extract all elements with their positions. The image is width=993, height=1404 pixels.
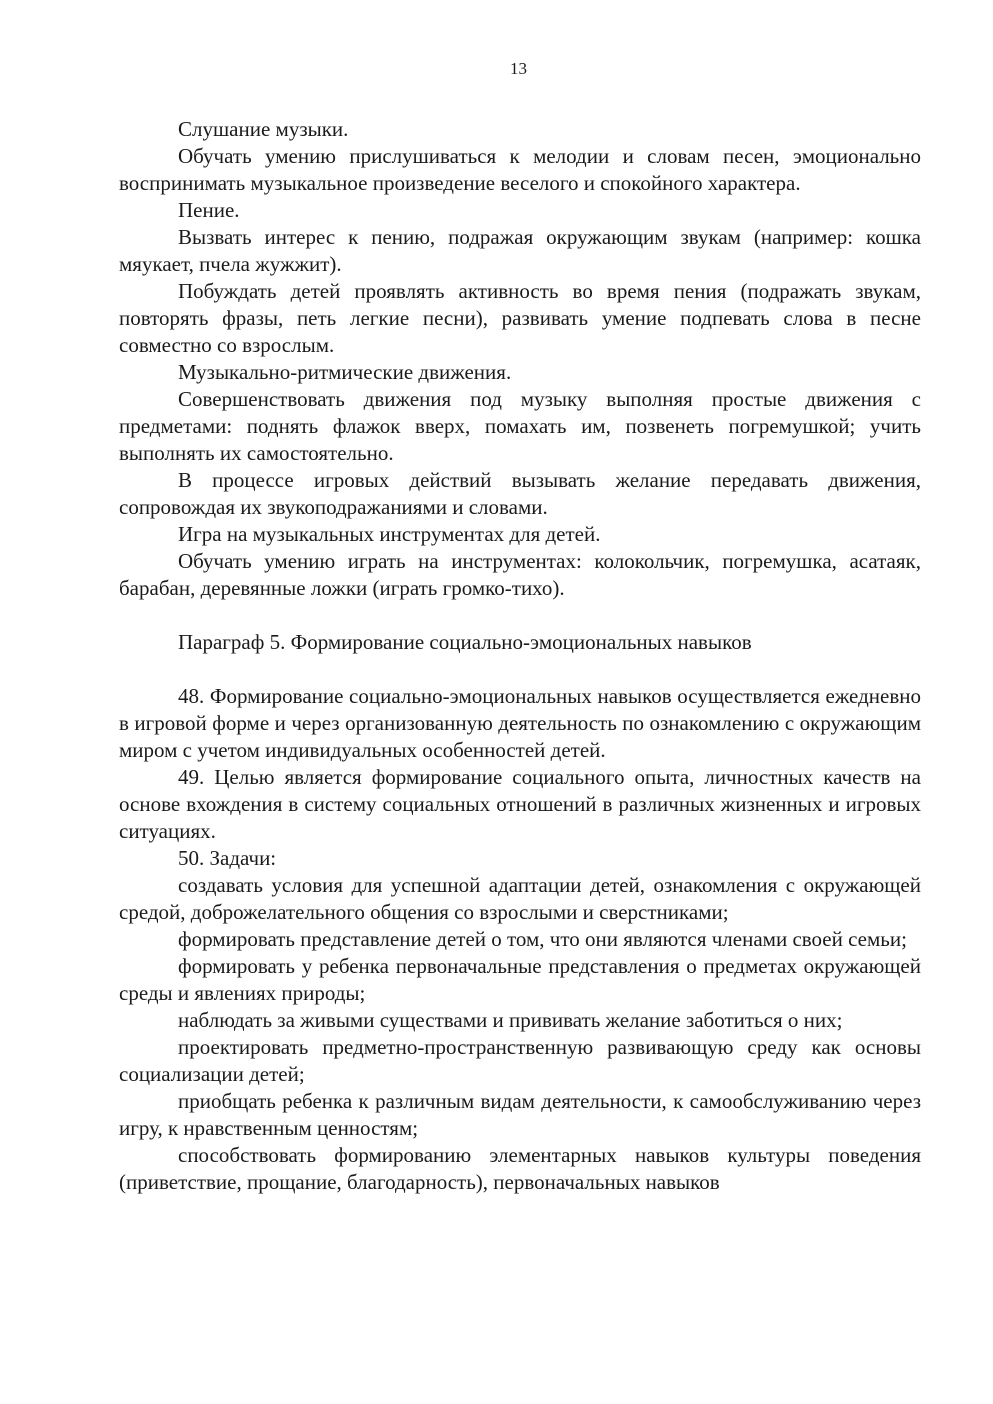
paragraph: В процессе игровых действий вызывать желание передавать движения, сопровождая их звукоподражаниями и словами. xyxy=(119,468,921,519)
paragraph: Вызвать интерес к пению, подражая окружающим звукам (например: кошка мяукает, пчела жужжит). xyxy=(119,225,921,276)
document-body xyxy=(119,116,921,1196)
paragraph: Побуждать детей проявлять активность во время пения (подражать звукам, повторять фразы, петь легкие песни), развивать умение подпевать слова в песне совместно со взрослым. xyxy=(119,279,921,357)
paragraph: Музыкально-ритмические движения. xyxy=(178,360,512,384)
paragraph: 48. Формирование социально-эмоциональных навыков осуществляется ежедневно в игровой форме и через организованную деятельность по ознакомлению с окружающим миром с учетом индивидуальных особенностей детей. xyxy=(119,684,921,762)
paragraph: Слушание музыки. xyxy=(178,117,349,141)
list-item: создавать условия для успешной адаптации детей, ознакомления с окружающей средой, доброжелательного общения со взрослыми и сверстниками; xyxy=(119,873,921,924)
paragraph: Обучать умению играть на инструментах: колокольчик, погремушка, асатаяк, барабан, деревянные ложки (играть громко-тихо). xyxy=(119,549,921,600)
list-item: формировать у ребенка первоначальные представления о предметах окружающей среды и явлениях природы; xyxy=(119,954,921,1005)
list-item: приобщать ребенка к различным видам деятельности, к самообслуживанию через игру, к нравственным ценностям; xyxy=(119,1089,921,1140)
list-item: формировать представление детей о том, что они являются членами своей семьи; xyxy=(178,927,907,951)
paragraph: 49. Целью является формирование социального опыта, личностных качеств на основе вхождения в систему социальных отношений в различных жизненных и игровых ситуациях. xyxy=(119,765,921,843)
paragraph: 50. Задачи: xyxy=(178,846,277,870)
list-item: наблюдать за живыми существами и прививать желание заботиться о них; xyxy=(178,1008,843,1032)
list-item: способствовать формированию элементарных навыков культуры поведения (приветствие, прощание, благодарность), первоначальных навыков xyxy=(119,1143,921,1194)
paragraph: Игра на музыкальных инструментах для детей. xyxy=(178,522,601,546)
paragraph: Совершенствовать движения под музыку выполняя простые движения с предметами: поднять флажок вверх, помахать им, позвенеть погремушкой; учить выполнять их самостоятельно. xyxy=(119,387,921,465)
spacer xyxy=(119,602,921,629)
page-number: 13 xyxy=(510,59,527,78)
section-heading: Параграф 5. Формирование социально-эмоциональных навыков xyxy=(178,630,752,654)
paragraph: Обучать умению прислушиваться к мелодии и словам песен, эмоционально воспринимать музыкальное произведение веселого и спокойного характера. xyxy=(119,144,921,195)
spacer xyxy=(119,656,921,683)
list-item: проектировать предметно-пространственную развивающую среду как основы социализации детей; xyxy=(119,1035,921,1086)
paragraph: Пение. xyxy=(178,198,240,222)
